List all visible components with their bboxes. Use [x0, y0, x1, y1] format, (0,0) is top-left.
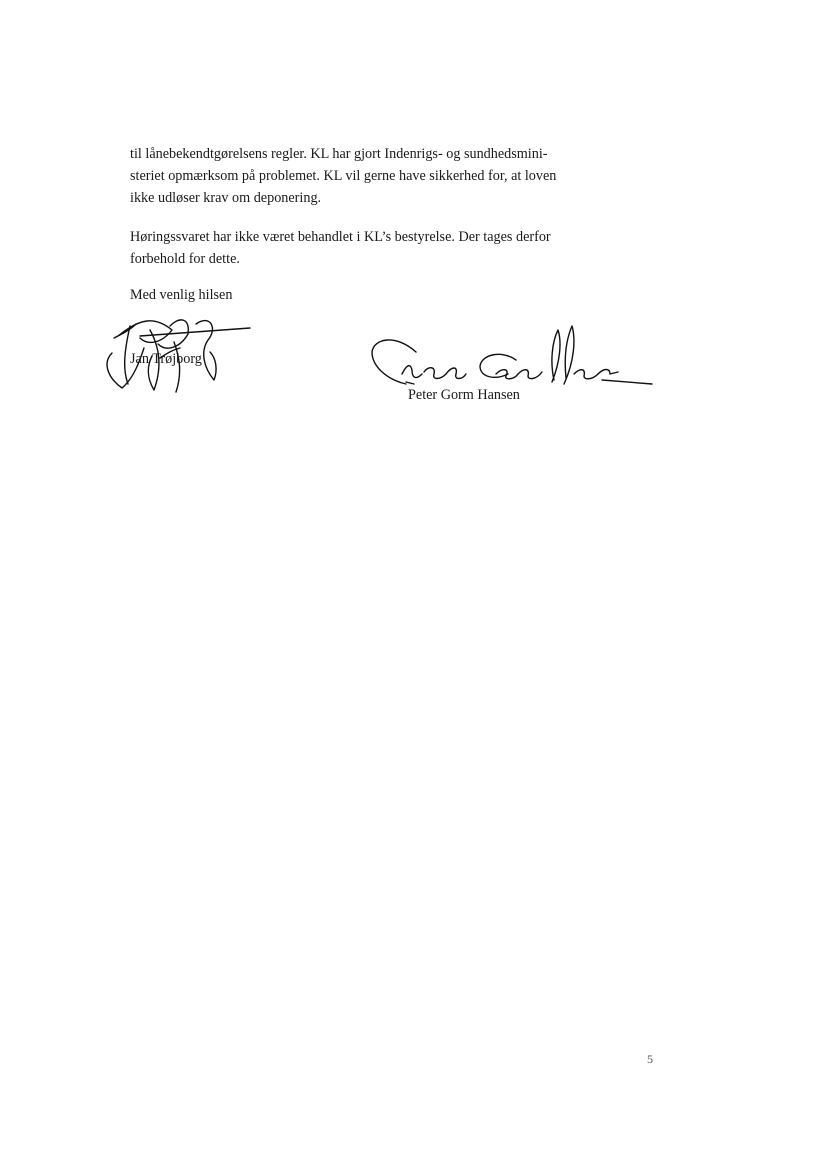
signer-name: Peter Gorm Hansen — [408, 387, 520, 403]
signature-block-2 — [366, 322, 656, 412]
body-paragraph-2 — [130, 226, 630, 270]
closing-salutation: Med venlig hilsen — [130, 287, 233, 303]
signer-name: Jan Trøjborg — [130, 351, 202, 367]
page-number: 5 — [647, 1052, 653, 1066]
body-paragraph-1 — [130, 143, 630, 209]
text-line: ikke udløser krav om deponering. — [130, 190, 322, 206]
text-line: forbehold for dette. — [130, 251, 240, 267]
text-line: steriet opmærksom på problemet. KL vil gerne have sikkerhed for, at loven — [130, 168, 557, 184]
signature-block-1 — [100, 308, 260, 398]
text-line: Høringssvaret har ikke været behandlet i KL’s bestyrelse. Der tages derfor — [130, 229, 551, 245]
text-line: til lånebekendtgørelsens regler. KL har gjort Indenrigs- og sundhedsmini- — [130, 146, 548, 162]
